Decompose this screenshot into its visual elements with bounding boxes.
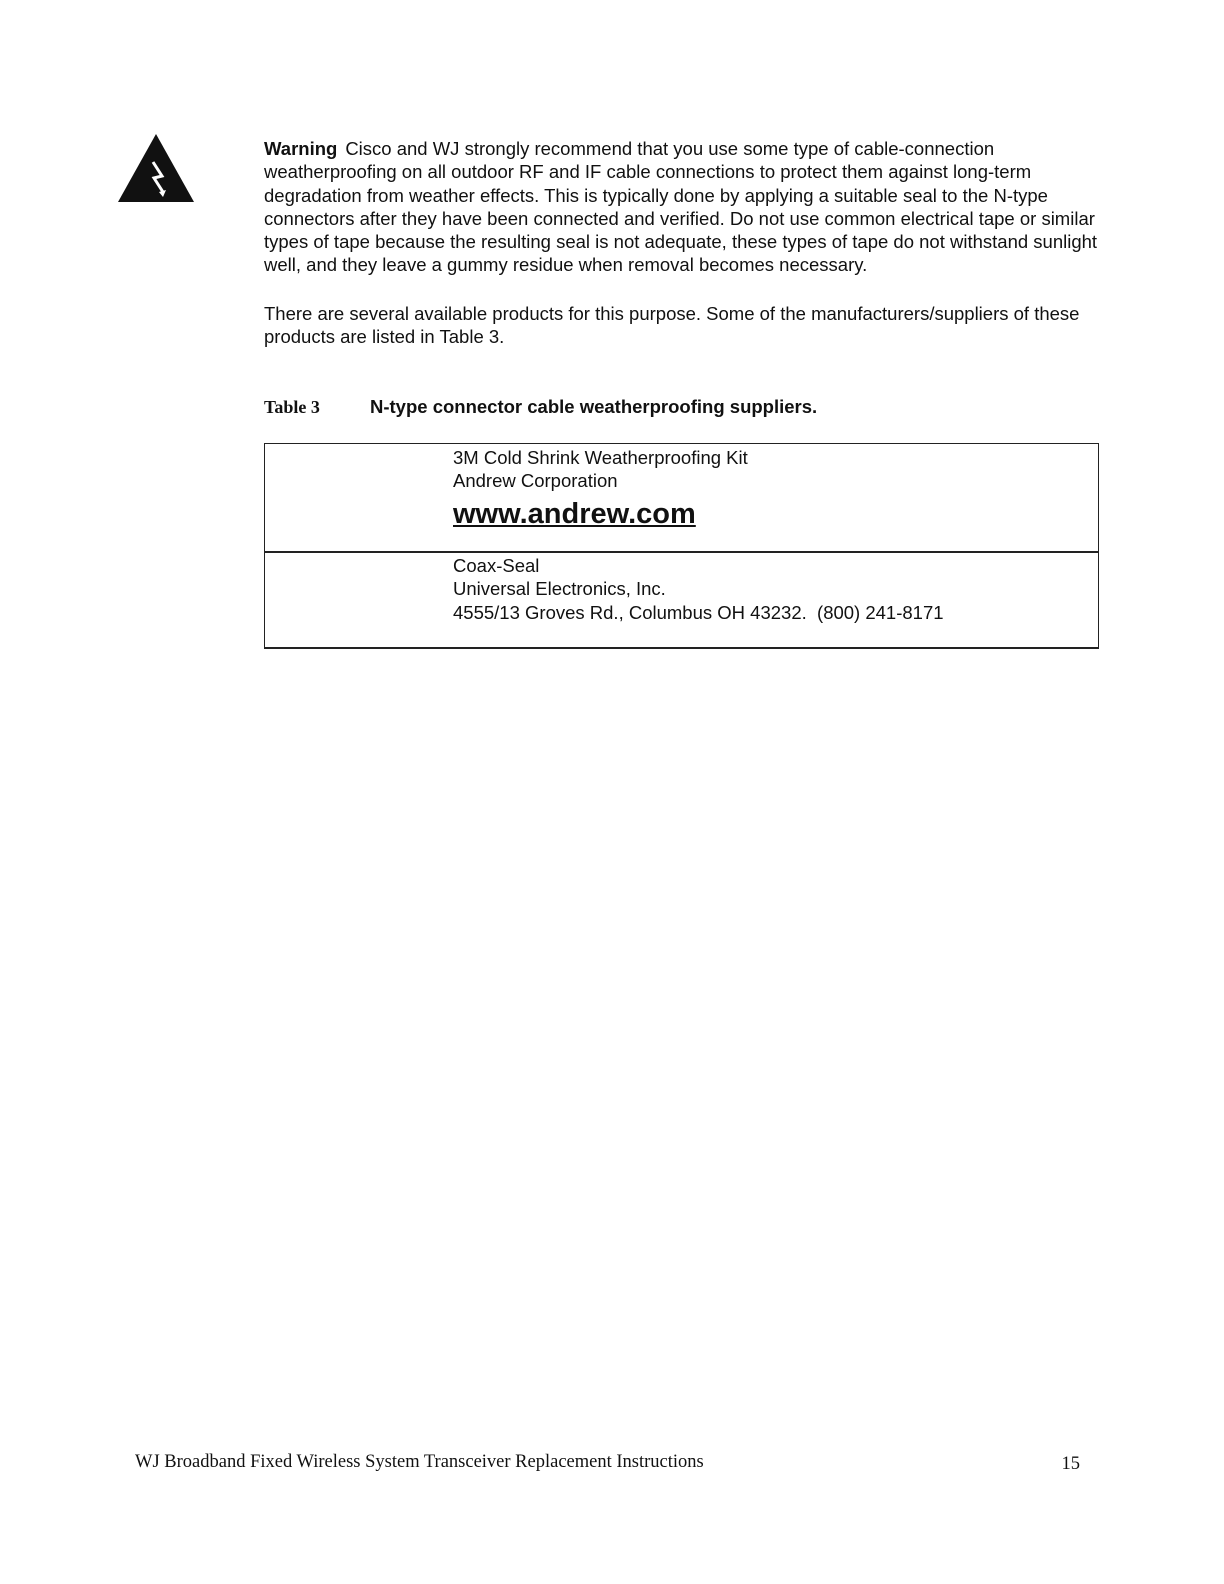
table-cell (453, 554, 944, 624)
supplier-name: Universal Electronics, Inc. (453, 578, 666, 600)
supplier-name: Andrew Corporation (453, 470, 618, 492)
table-cell (453, 446, 748, 531)
warning-note (264, 137, 1104, 277)
product-name: Coax-Seal (453, 555, 540, 576)
table-caption-number: Table 3 (264, 397, 320, 417)
table-row (265, 444, 1098, 553)
supplier-address: 4555/13 Groves Rd., Columbus OH 43232. (800) 241-8171 (453, 601, 944, 623)
suppliers-table (264, 443, 1099, 649)
product-name: 3M Cold Shrink Weatherproofing Kit (453, 447, 748, 468)
page-number: 15 (1061, 1454, 1080, 1474)
table-caption (264, 396, 1104, 418)
supplier-website-link[interactable]: www.andrew.com (453, 497, 696, 530)
table-row (265, 552, 1098, 647)
page-footer (135, 1452, 1080, 1473)
table-caption-title: N-type connector cable weatherproofing suppliers. (370, 396, 818, 417)
footer-title: WJ Broadband Fixed Wireless System Transceiver Replacement Instructions (135, 1452, 704, 1472)
warning-label: Warning (264, 138, 338, 159)
intro-paragraph: There are several available products for this purpose. Some of the manufacturers/suppliers of these products are listed in Table 3. (264, 303, 1080, 348)
warning-triangle-icon (118, 134, 194, 202)
warning-text: Cisco and WJ strongly recommend that you use some type of cable-connection weatherproofing on all outdoor RF and IF cable connections to protect them against long-term degradation from weather effects. This is typically done by applying a suitable seal to the N-type connectors after they have been connected and verified. Do not use common electrical tape or similar types of tape because the resulting seal is not adequate, these types of tape do not withstand sunlight well, and they leave a gummy residue when removal becomes necessary. (264, 138, 1098, 276)
